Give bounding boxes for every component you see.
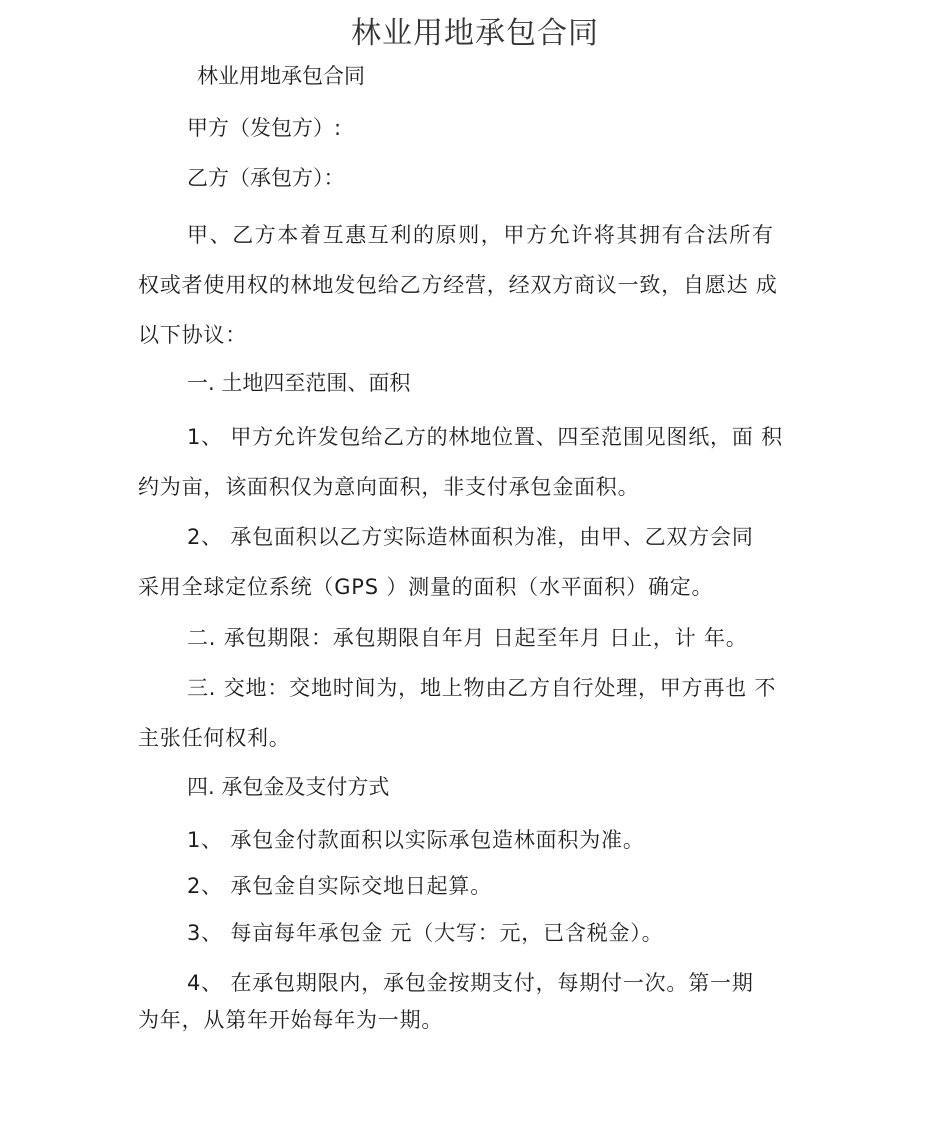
party-b-line: 乙方（承包方）： (187, 166, 345, 190)
section-4-heading: 四. 承包金及支付方式 (187, 775, 390, 799)
preamble-line-1: 甲、乙方本着互惠互利的原则，甲方允许将其拥有合法所有 (187, 223, 775, 247)
section-3-line-1: 三. 交地：交地时间为，地上物由乙方自行处理，甲方再也 不 (187, 676, 777, 700)
clause-1-1-line-1: 1、 甲方允许发包给乙方的林地位置、四至范围见图纸，面 积 (187, 425, 783, 449)
subtitle: 林业用地承包合同 (197, 64, 365, 88)
clause-4-2: 2、 承包金自实际交地日起算。 (187, 874, 493, 898)
preamble-line-2: 权或者使用权的林地发包给乙方经营，经双方商议一致，自愿达 成 (138, 273, 778, 297)
clause-4-1: 1、 承包金付款面积以实际承包造林面积为准。 (187, 828, 645, 852)
preamble-line-3: 以下协议： (138, 323, 247, 347)
section-2-term: 二. 承包期限：承包期限自年月 日起至年月 日止，计 年。 (187, 626, 748, 650)
clause-1-2-line-2: 采用全球定位系统（GPS ）测量的面积（水平面积）确定。 (138, 575, 714, 599)
clause-1-2-line-1: 2、 承包面积以乙方实际造林面积为准，由甲、乙双方会同 (187, 525, 754, 549)
clause-4-4-line-1: 4、 在承包期限内，承包金按期支付，每期付一次。第一期 (187, 971, 754, 995)
section-3-line-2: 主张任何权利。 (138, 726, 291, 750)
document-title: 林业用地承包合同 (351, 16, 599, 51)
section-1-heading: 一. 土地四至范围、面积 (187, 371, 411, 395)
party-a-line: 甲方（发包方）: (187, 116, 342, 140)
clause-1-1-line-2: 约为亩，该面积仅为意向面积，非支付承包金面积。 (138, 475, 640, 499)
clause-4-4-line-2: 为年，从第年开始每年为一期。 (138, 1008, 444, 1032)
clause-4-3: 3、 每亩每年承包金 元（大写：元，已含税金）。 (187, 921, 664, 945)
